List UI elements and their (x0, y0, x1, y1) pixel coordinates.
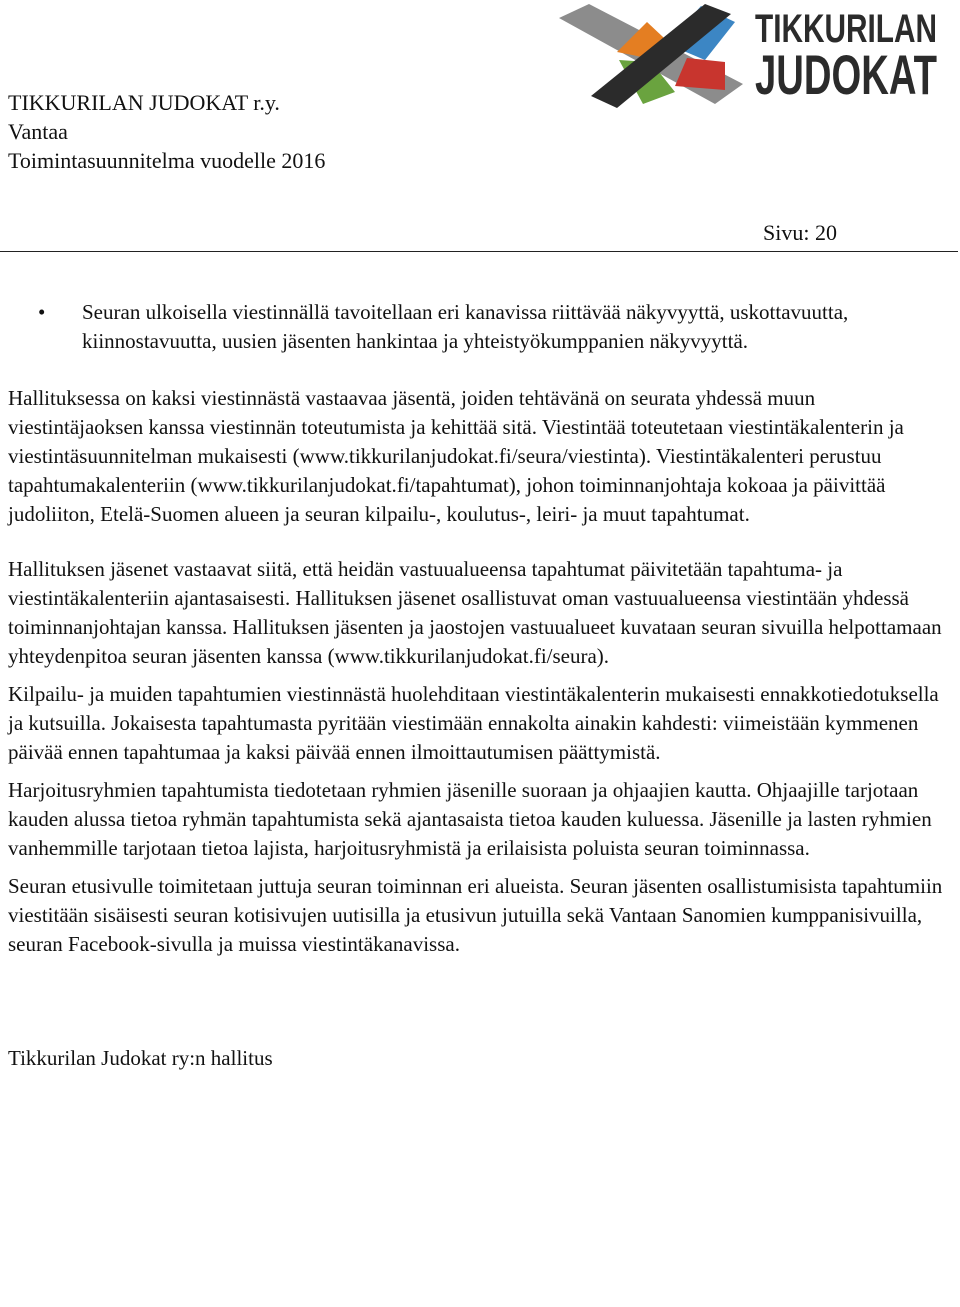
header-divider (0, 251, 958, 252)
paragraph-training-groups: Harjoitusryhmien tapahtumista tiedotetaan ryhmien jäsenille suoraan ja ohjaajien kautta. Ohjaajille tarjotaan kauden alussa tietoa ryhmän tapahtumista sekä ajantasaista tietoa kauden kuluessa. Jäsenille ja lasten ryhmien vanhemmille tarjotaan tietoa lajista, harjoitusryhmistä ja erilaisista poluista seuran toiminnassa. (8, 778, 932, 860)
paragraph-event-communication: Kilpailu- ja muiden tapahtumien viestinnästä huolehditaan viestintäkalenterin mukaisesti ennakkotiedotuksella ja kutsuilla. Jokaisesta tapahtumasta pyritään viestimään ennakolta ainakin kahdesti: viimeistään kymmenen päivää ennen tapahtumaa ja kaksi päivää ennen ilmoittautumisen päättymistä. (8, 682, 939, 764)
signature: Tikkurilan Judokat ry:n hallitus (8, 1046, 273, 1070)
paragraph-board-members: Hallituksen jäsenet vastaavat siitä, että heidän vastuualueensa tapahtumat päivitetään tapahtuma- ja viestintäkalenteriin ajantasaisesti. Hallituksen jäsenet osallistuvat oman vastuualueensa viestintään yhdessä toiminnanjohtajan kanssa. Hallituksen jäsenten ja jaostojen vastuualueet kuvataan seuran sivuilla helpottamaan yhteydenpitoa seuran jäsenten kanssa (www.tikkurilanjudokat.fi/seura). (8, 557, 942, 668)
organization-name: TIKKURILAN JUDOKAT r.y. (8, 90, 280, 115)
paragraph-communication-responsibility: Hallituksessa on kaksi viestinnästä vastaavaa jäsentä, joiden tehtävänä on seurata yhdessä muun viestintäjaoksen kanssa viestinnän toteutumista ja kehittää sitä. Viestintää toteutetaan viestintäkalenterin ja viestintäsuunnitelman mukaisesti (www.tikkurilanjudokat.fi/seura/viestinta). Viestintäkalenteri perustuu tapahtumakalenteriin (www.tikkurilanjudokat.fi/tapahtumat), johon toiminnanjohtaja kokoaa ja päivittää judoliiton, Etelä-Suomen alueen ja seuran kilpailu-, koulutus-, leiri- ja muut tapahtumat. (8, 386, 904, 526)
bullet-item (8, 298, 953, 356)
logo-text-line2: JUDOKAT (755, 43, 937, 106)
city-name: Vantaa (8, 119, 68, 144)
bullet-icon: • (38, 300, 46, 324)
page-number: Sivu: 20 (763, 220, 837, 245)
logo-text-line1: TIKKURILAN (755, 7, 937, 51)
logo-emblem-icon (559, 4, 743, 108)
document-header (8, 88, 325, 175)
club-logo (555, 0, 955, 110)
paragraph-front-page: Seuran etusivulle toimitetaan juttuja seuran toiminnan eri alueista. Seuran jäsenten osallistumisista tapahtumiin viestitään sisäisesti seuran kotisivujen uutisilla ja etusivun jutuilla sekä Vantaan Sanomien kumppanisivuilla, seuran Facebook-sivulla ja muissa viestintäkanavissa. (8, 874, 943, 956)
document-body (8, 298, 953, 1073)
document-title: Toimintasuunnitelma vuodelle 2016 (8, 148, 326, 173)
bullet-text: Seuran ulkoisella viestinnällä tavoitellaan eri kanavissa riittävää näkyvyyttä, uskottavuutta, kiinnostavuutta, uusien jäsenten hankintaa ja yhteistyökumppanien näkyvyyttä. (82, 300, 849, 353)
